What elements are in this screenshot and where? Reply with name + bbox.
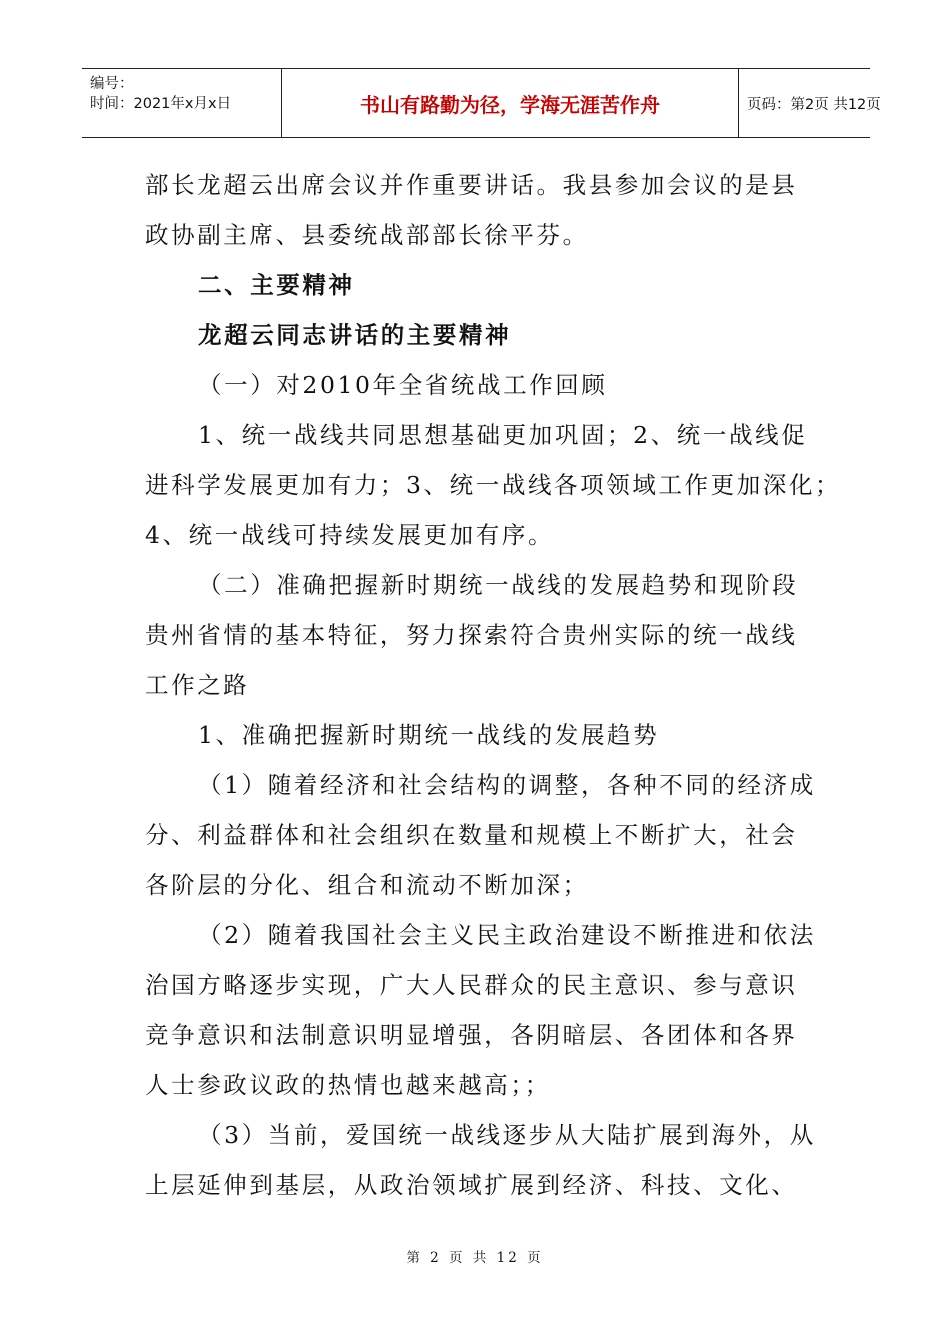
- text-line: 4、统一战线可持续发展更加有序。: [145, 521, 555, 549]
- text-line: 分、利益群体和社会组织在数量和规模上不断扩大，社会: [145, 821, 798, 849]
- text-line: 工作之路: [145, 671, 250, 699]
- text-line: 进科学发展更加有力；3、统一战线各项领域工作更加深化；: [145, 471, 842, 499]
- text-line: 部长龙超云出席会议并作重要讲话。我县参加会议的是县: [145, 171, 798, 199]
- text-line: 政协副主席、县委统战部部长徐平芬。: [145, 221, 589, 249]
- text-line: 竞争意识和法制意识明显增强，各阴暗层、各团体和各界: [145, 1021, 798, 1049]
- text-line: 人士参政议政的热情也越来越高；；: [145, 1071, 551, 1099]
- header-page-info: 页码：第2页 共12页: [747, 96, 881, 113]
- text-line: 1、准确把握新时期统一战线的发展趋势: [198, 721, 660, 749]
- header-motto: 书山有路勤为径，学海无涯苦作舟: [282, 69, 739, 137]
- page-footer: 第 2 页 共 12 页: [406, 1250, 544, 1266]
- text-line: 1、统一战线共同思想基础更加巩固；2、统一战线促: [198, 421, 808, 449]
- text-line: （一）对2010年全省统战工作回顾: [198, 371, 608, 399]
- time-label: 时间：2021年x月x日: [90, 96, 232, 112]
- number-label: 编号：: [90, 76, 134, 92]
- text-line: 各阶层的分化、组合和流动不断加深；: [145, 871, 589, 899]
- text-line: （2）随着我国社会主义民主政治建设不断推进和依法: [198, 921, 816, 949]
- text-line: 上层延伸到基层，从政治领域扩展到经济、科技、文化、: [145, 1171, 798, 1199]
- text-line: （3）当前，爱国统一战线逐步从大陆扩展到海外，从: [198, 1121, 816, 1149]
- text-line: 贵州省情的基本特征，努力探索符合贵州实际的统一战线: [145, 621, 798, 649]
- subsection-heading: 龙超云同志讲话的主要精神: [198, 321, 512, 349]
- page-header: [82, 68, 881, 138]
- header-meta: [82, 69, 282, 137]
- text-line: （二）准确把握新时期统一战线的发展趋势和现阶段: [198, 571, 799, 599]
- text-line: （1）随着经济和社会结构的调整，各种不同的经济成: [198, 771, 816, 799]
- section-heading: 二、主要精神: [198, 271, 355, 299]
- text-line: 治国方略逐步实现，广大人民群众的民主意识、参与意识: [145, 971, 798, 999]
